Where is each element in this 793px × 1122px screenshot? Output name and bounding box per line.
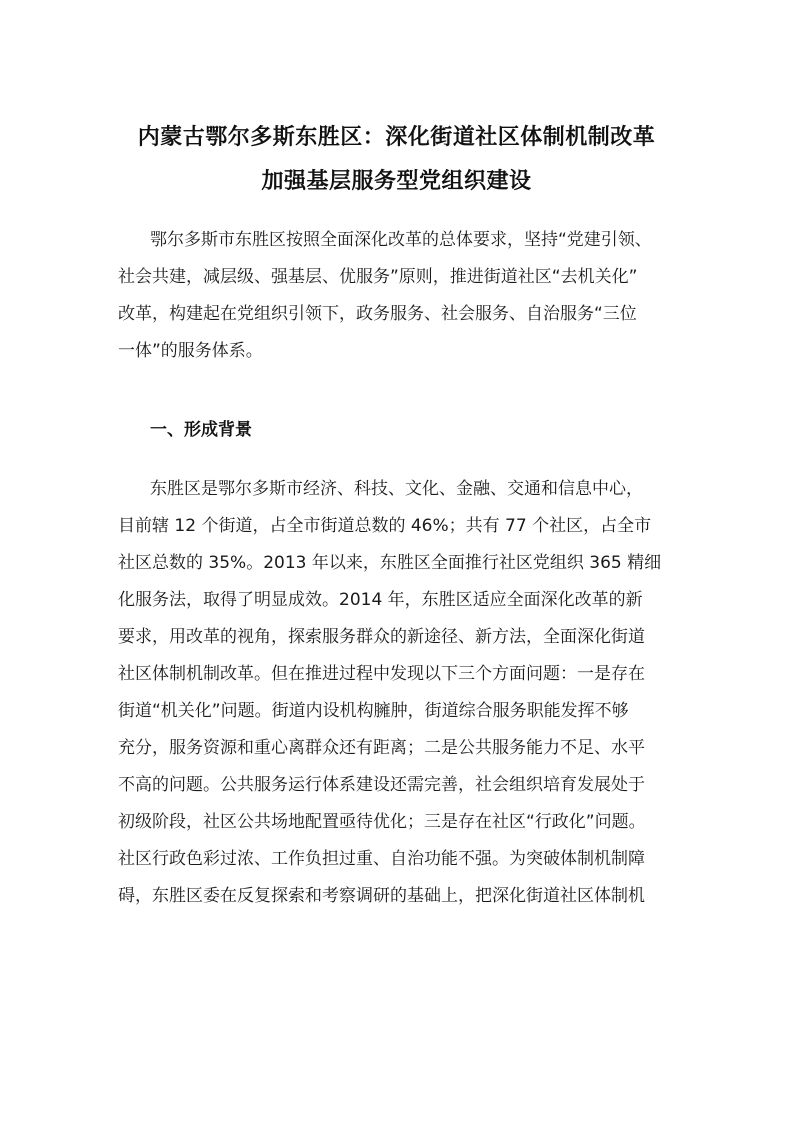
background-line-2: 目前辖 12 个街道，占全市街道总数的 46%；共有 77 个社区，占全市: [118, 516, 652, 536]
intro-line-1: 鄂尔多斯市东胜区按照全面深化改革的总体要求，坚持“党建引领、: [150, 230, 652, 250]
background-line-6: 社区体制机制改革。但在推进过程中发现以下三个方面问题：一是存在: [118, 664, 645, 684]
document-title-line-2: 加强基层服务型党组织建设: [261, 169, 532, 194]
intro-paragraph: [118, 222, 688, 370]
background-line-10: 初级阶段，社区公共场地配置亟待优化；三是存在社区“行政化”问题。: [118, 812, 646, 832]
document-title-line-1: 内蒙古鄂尔多斯东胜区：深化街道社区体制机制改革: [137, 125, 656, 150]
background-line-7: 街道“机关化”问题。街道内设机构臃肿，街道综合服务职能发挥不够: [118, 701, 629, 721]
background-line-12: 碍，东胜区委在反复探索和考察调研的基础上，把深化街道社区体制机: [118, 886, 645, 906]
intro-line-3: 改革，构建起在党组织引领下，政务服务、社会服务、自治服务“三位: [118, 304, 637, 324]
background-line-3: 社区总数的 35%。2013 年以来，东胜区全面推行社区党组织 365 精细: [118, 553, 662, 573]
background-line-11: 社区行政色彩过浓、工作负担过重、自治功能不强。为突破体制机制障: [118, 849, 645, 869]
background-line-1: 东胜区是鄂尔多斯市经济、科技、文化、金融、交通和信息中心，: [150, 479, 643, 499]
section-heading: 一、形成背景: [150, 420, 252, 440]
intro-line-2: 社会共建，减层级、强基层、优服务”原则，推进街道社区“去机关化”: [118, 267, 638, 287]
background-line-5: 要求，用改革的视角，探索服务群众的新途径、新方法，全面深化街道: [118, 627, 645, 647]
intro-line-4: 一体”的服务体系。: [118, 341, 263, 361]
background-line-4: 化服务法，取得了明显成效。2014 年，东胜区适应全面深化改革的新: [118, 590, 643, 610]
background-paragraph: [118, 471, 688, 915]
background-line-9: 不高的问题。公共服务运行体系建设还需完善，社会组织培育发展处于: [118, 775, 645, 795]
background-line-8: 充分，服务资源和重心离群众还有距离；二是公共服务能力不足、水平: [118, 738, 645, 758]
